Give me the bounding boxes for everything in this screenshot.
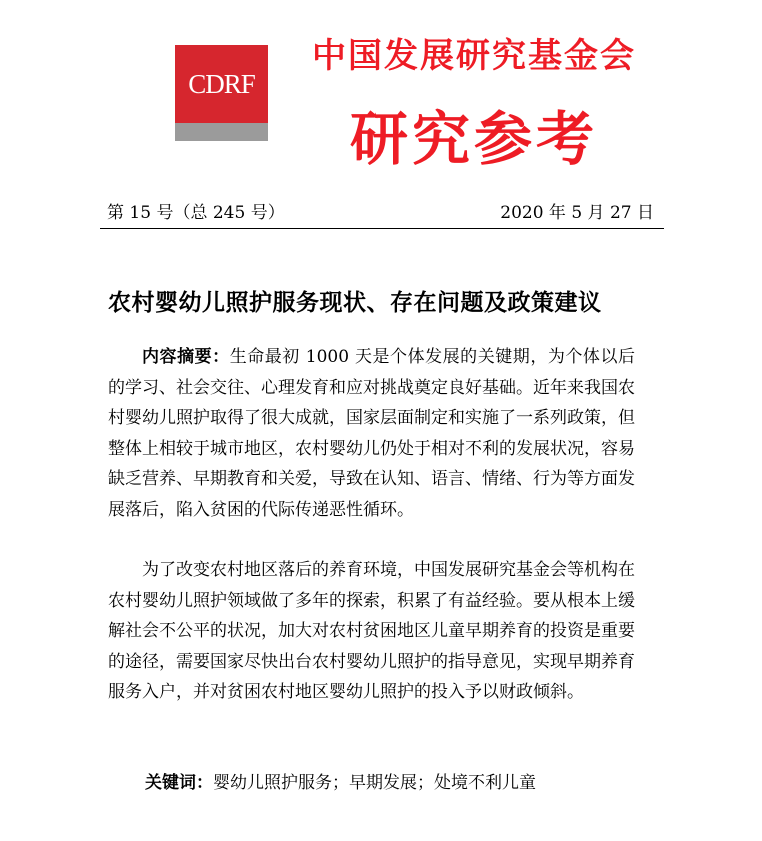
header-divider xyxy=(100,228,664,229)
logo-bar xyxy=(175,123,268,141)
abstract-paragraph-2: 为了改变农村地区落后的养育环境，中国发展研究基金会等机构在农村婴幼儿照护领域做了多年的探索，积累了有益经验。要从根本上缓解社会不公平的状况，加大对农村贫困地区儿童早期养育的投资是重要的途径，需要国家尽快出台农村婴幼儿照护的指导意见，实现早期养育服务入户，并对贫困农村地区婴幼儿照护的投入予以财政倾斜。 xyxy=(108,560,635,702)
org-name: 中国发展研究基金会 xyxy=(312,36,636,76)
issue-date: 2020 年 5 月 27 日 xyxy=(500,203,654,223)
cdrf-logo xyxy=(175,45,268,141)
abstract-paragraph-1 xyxy=(108,342,635,525)
logo-text: CDRF xyxy=(175,45,268,123)
journal-name: 研究参考 xyxy=(350,105,599,173)
abstract-label: 内容摘要： xyxy=(142,347,230,367)
keywords-text: 婴幼儿照护服务；早期发展；处境不利儿童 xyxy=(213,773,536,793)
keywords-label: 关键词： xyxy=(145,773,213,793)
issue-number: 第 15 号（总 245 号） xyxy=(107,203,285,223)
article-title: 农村婴幼儿照护服务现状、存在问题及政策建议 xyxy=(108,289,602,316)
keywords-line xyxy=(145,768,536,793)
abstract-text-1: 生命最初 1000 天是个体发展的关键期，为个体以后的学习、社会交往、心理发育和应对挑战奠定良好基础。近年来我国农村婴幼儿照护取得了很大成就，国家层面制定和实施了一系列政策，但整体上相较于城市地区，农村婴幼儿仍处于相对不利的发展状况，容易缺乏营养、早期教育和关爱，导致在认知、语言、情绪、行为等方面发展落后，陷入贫困的代际传递恶性循环。 xyxy=(108,347,636,520)
